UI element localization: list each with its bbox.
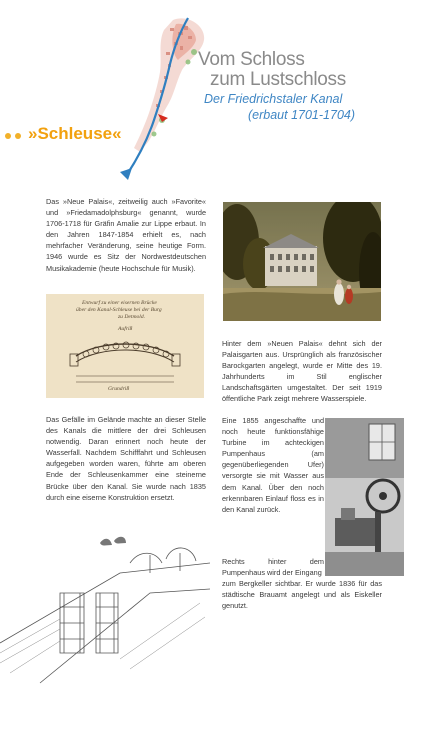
- bridge-plan-drawing: [46, 294, 204, 398]
- page-title-line2: zum Lustschloss: [210, 69, 346, 90]
- lock-sketch: [0, 533, 212, 693]
- plan-caption-line1: Entwurf zu einer eisernen Brücke: [82, 300, 157, 306]
- paragraph-text: Hinter dem »Neuen Palais« dehnt sich der Palaisgarten aus. Ursprünglich als französischer Barockgarten angelegt, wurde er Mitte des 19. Jahrhunderts im Stil englischer Landschaftsgärten umgestaltet. Der seit 1919 öffentliche Park zeigt mehrere Wasserspiele.: [222, 339, 382, 404]
- paragraph-text: Das »Neue Palais«, zeitweilig auch »Favorite« und »Friedamadolphsburg« genannt, wurde 1706-1718 für Gräfin Amalie zur Lippe erbaut. In den Jahren 1847-1854 erhielt es, nach mehrfacher Veränderung, seine heutige Form. 1946 wurde es Sitz der Nordwestdeutschen Musikakademie (heute Hochschule für Musik).: [46, 197, 206, 273]
- paragraph-bergkeller-intro: [222, 556, 324, 578]
- header-title-block: [198, 50, 418, 123]
- dot-icon: [5, 133, 11, 139]
- paragraph-text: Eine 1855 angeschaffte und noch heute funktionsfähige Turbine im achteckigen Pumpenhaus (am gegenüberliegenden Ufer) versorgte sie mit Wasser aus dem Kanal. Über den noch erkennbaren Einlauf floss es in den Kanal zurück.: [222, 416, 324, 514]
- paragraph-text: Rechts hinter dem Pumpenhaus wird der Eingang: [222, 557, 324, 578]
- palace-painting: [223, 202, 381, 321]
- paragraph-text: Das Gefälle im Gelände machte an dieser Stelle des Kanals die mittlere der drei Schleusen notwendig. Daran erinnert noch heute der Wasserfall. Nachdem Schifffahrt und Schleusen aufgegeben worden waren, führte am oberen Ende der Schleusenkammer eine steinerne Brücke über den Kanal. Sie wurde nach 1835 durch eine eiserne Konstruktion ersetzt.: [46, 415, 206, 502]
- paragraph-text: zum Bergkeller sichtbar. Er wurde 1836 für das städtische Brauamt angelegt und als Eiskeller genutzt.: [222, 579, 382, 611]
- plan-caption-line3: zu Detmold.: [118, 314, 146, 320]
- plan-label-aufriss: Aufriß: [118, 326, 133, 332]
- paragraph-neues-palais: [46, 196, 206, 274]
- page-subtitle-dates: (erbaut 1701-1704): [248, 108, 356, 122]
- canal-route-map: [118, 12, 210, 187]
- paragraph-bergkeller: [222, 578, 382, 611]
- paragraph-gefaelle: [46, 414, 206, 503]
- plan-caption-line2: über den Kanal-Schleuse bei der Burg: [76, 307, 162, 313]
- paragraph-palaisgarten: [222, 338, 382, 405]
- page-subtitle: Der Friedrichstaler Kanal: [204, 92, 343, 106]
- page-title-line1: Vom Schloss: [198, 49, 305, 70]
- plan-label-grundriss: Grundriß: [108, 386, 130, 392]
- paragraph-turbine: [222, 415, 324, 515]
- dot-icon: [15, 133, 21, 139]
- turbine-photo: [325, 418, 404, 576]
- section-title: »Schleuse«: [28, 124, 122, 143]
